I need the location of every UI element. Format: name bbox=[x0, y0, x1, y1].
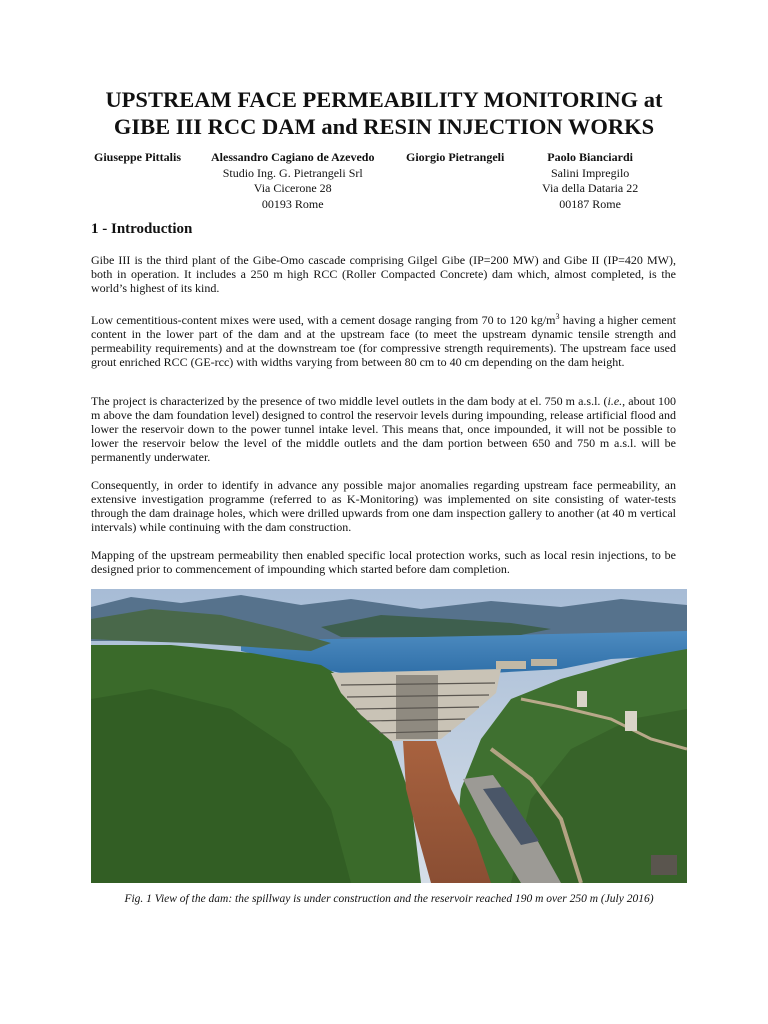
paragraph-2-text-b: having a higher cement content in the lower part of the dam and at the upstream face (to meet the upstream dynamic tensile strength and permeability requirements) and at the downstream toe (for compressive strength requirements). The upstream face used grout enriched RCC (GE-rcc) with widths varying from between 80 cm to 40 cm depending on the dam height. bbox=[91, 313, 676, 369]
figure-caption: Fig. 1 View of the dam: the spillway is under construction and the reservoir reached 190 m over 250 m (July 2016) bbox=[124, 893, 654, 905]
tower-building bbox=[625, 711, 637, 731]
paragraph-2 bbox=[91, 310, 676, 369]
site-building bbox=[496, 661, 526, 669]
site-building bbox=[531, 659, 557, 666]
author-2 bbox=[211, 150, 374, 212]
paragraph-3 bbox=[91, 394, 676, 464]
affiliation-line: Salini Impregilo bbox=[550, 165, 630, 180]
affiliation-line: Studio Ing. G. Pietrangeli Srl bbox=[222, 165, 363, 180]
affiliation-line: Via Cicerone 28 bbox=[253, 181, 332, 195]
tower-building bbox=[577, 691, 587, 707]
affiliation-line: 00193 Rome bbox=[261, 196, 324, 211]
author-name: Alessandro Cagiano de Azevedo bbox=[211, 150, 375, 164]
dam-photo bbox=[91, 589, 687, 883]
title-line-2: GIBE III RCC DAM and RESIN INJECTION WORKS bbox=[113, 114, 655, 139]
paragraph-4: Consequently, in order to identify in advance any possible major anomalies regarding upstream face permeability, an extensive investigation programme (referred to as K-Monitoring) was implemented on site consisting of water-tests through the dam drainage holes, which were drilled upwards from one dam inspection gallery to another (at 40 m vertical intervals) while continuing with the dam construction. bbox=[91, 478, 676, 534]
author-4 bbox=[542, 150, 638, 212]
author-name: Giorgio Pietrangeli bbox=[406, 150, 505, 164]
paragraph-5: Mapping of the upstream permeability then enabled specific local protection works, such as local resin injections, to be designed prior to commencement of impounding which started before dam completion. bbox=[91, 548, 676, 576]
tunnel-portal bbox=[651, 855, 677, 875]
affiliation-line: Via della Dataria 22 bbox=[542, 181, 639, 195]
superscript-3: 3 bbox=[555, 312, 560, 321]
author-1 bbox=[94, 150, 181, 166]
author-3 bbox=[406, 150, 504, 166]
section-heading: 1 - Introduction bbox=[91, 221, 193, 237]
paragraph-3-text-a: The project is characterized by the presence of two middle level outlets in the dam body at el. 750 m a.s.l. ( bbox=[91, 394, 608, 408]
paper-title bbox=[60, 86, 708, 140]
title-line-1: UPSTREAM FACE PERMEABILITY MONITORING at bbox=[105, 87, 663, 112]
affiliation-line: 00187 Rome bbox=[559, 196, 621, 211]
author-name: Paolo Bianciardi bbox=[547, 150, 633, 164]
paragraph-2-text-a: Low cementitious-content mixes were used, with a cement dosage ranging from 70 to 120 kg/m bbox=[91, 313, 556, 327]
paragraph-3-ie: i.e. bbox=[607, 394, 623, 408]
paragraph-1: Gibe III is the third plant of the Gibe-Omo cascade comprising Gilgel Gibe (IP=200 MW) and Gibe II (IP=420 MW), both in operation. It includes a 250 m high RCC (Roller Compacted Concrete) dam which, almost completed, is the world’s highest of its kind. bbox=[91, 253, 676, 295]
paragraph-3-text-b: , about 100 m above the dam foundation level) designed to control the reservoir levels during impounding, release artificial flood and lower the reservoir down to the power tunnel intake level. This means that, once impounded, it will not be possible to lower the reservoir below the level of the middle outlets and the dam portion between 650 and 750 m a.s.l. will be permanently underwater. bbox=[91, 394, 676, 464]
author-name: Giuseppe Pittalis bbox=[94, 150, 182, 164]
